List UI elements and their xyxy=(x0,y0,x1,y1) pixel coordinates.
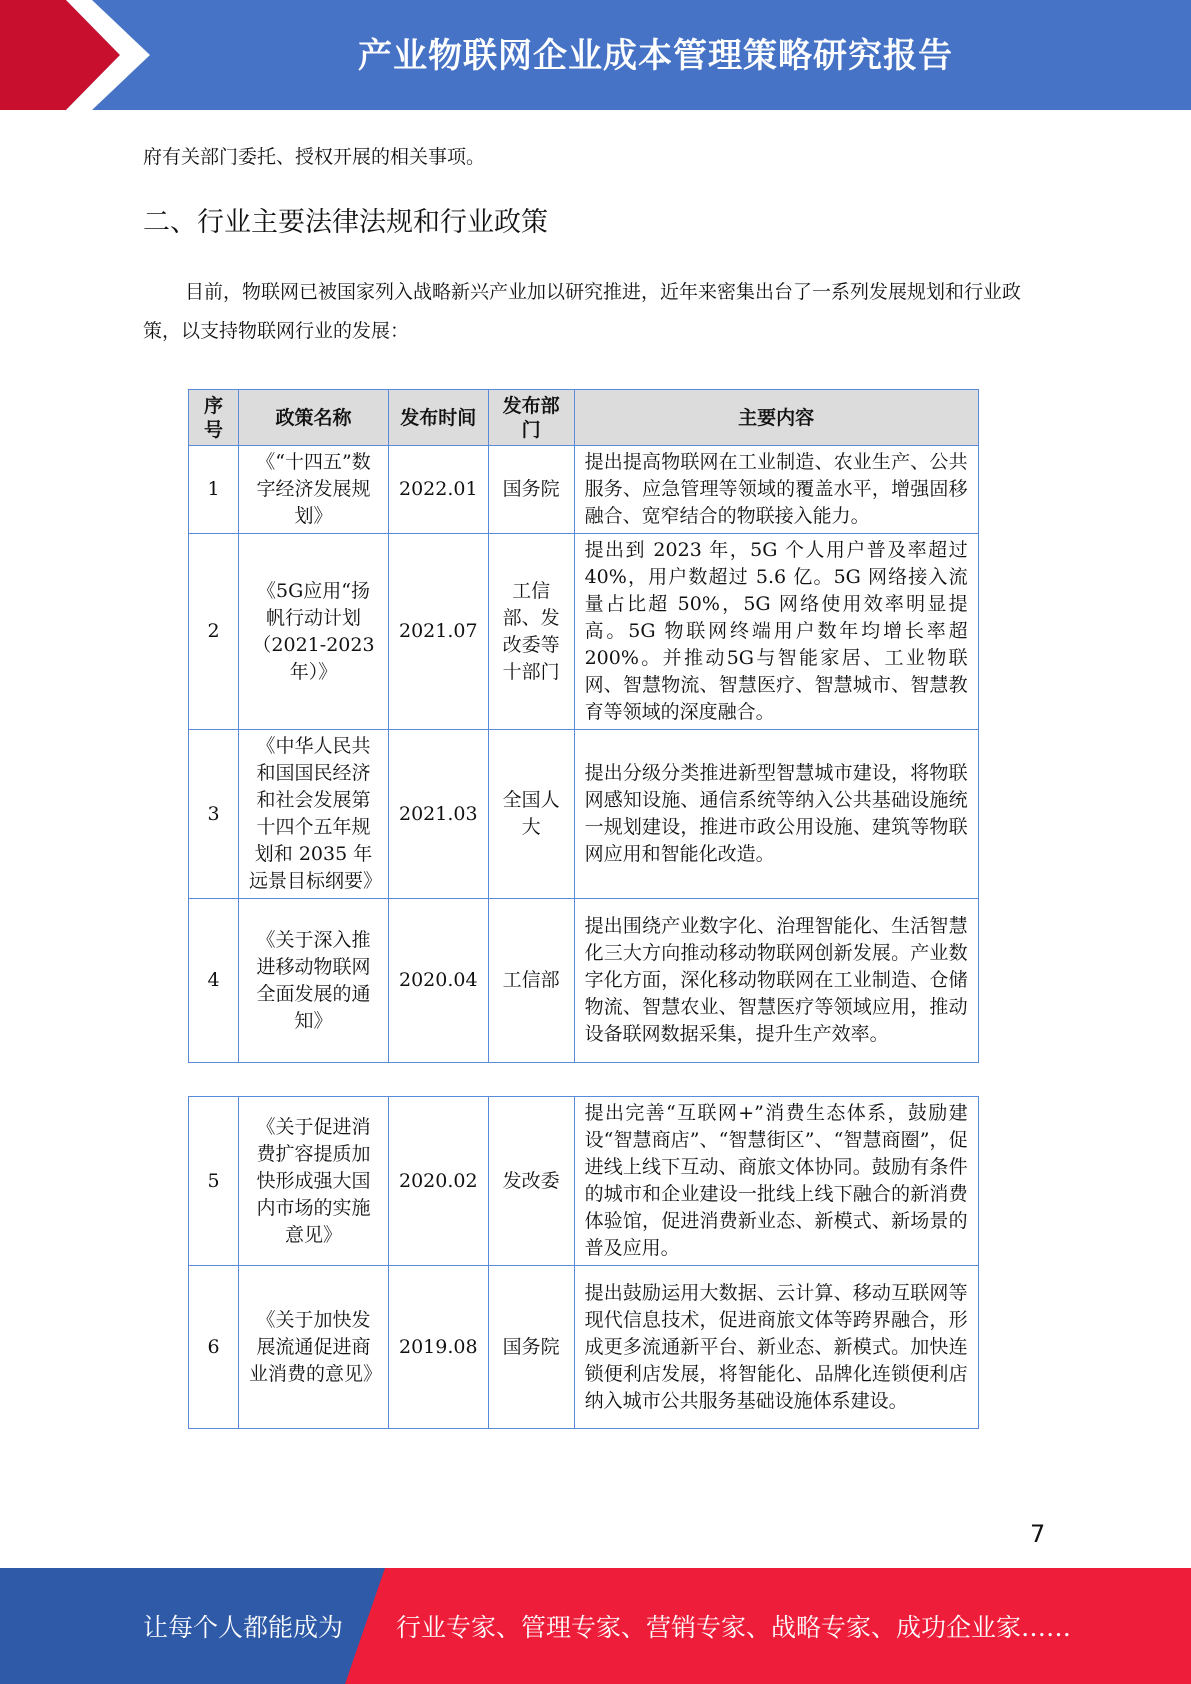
cell-dept: 工信部 xyxy=(488,899,574,1063)
table-row xyxy=(189,446,979,534)
cell-content: 提出完善“互联网+”消费生态体系，鼓励建设“智慧商店”、“智慧街区”、“智慧商圈”，促进线上线下互动、商旅文体协同。鼓励有条件的城市和企业建设一批线上线下融合的新消费体验馆，促进消费新业态、新模式、新场景的普及应用。 xyxy=(574,1097,978,1266)
cell-date: 2020.04 xyxy=(389,899,489,1063)
red-arrow-logo-shape xyxy=(0,0,180,110)
cell-name: 《关于深入推进移动物联网全面发展的通知》 xyxy=(239,899,389,1063)
cell-date: 2021.03 xyxy=(389,730,489,899)
cell-name: 《5G应用“扬帆行动计划（2021-2023年）》 xyxy=(239,534,389,730)
cell-seq: 1 xyxy=(189,446,239,534)
document-title: 产业物联网企业成本管理策略研究报告 xyxy=(358,36,953,76)
header-name: 政策名称 xyxy=(239,390,389,446)
policy-table-part-1 xyxy=(188,389,979,1063)
header-content: 主要内容 xyxy=(574,390,978,446)
cell-dept: 全国人大 xyxy=(488,730,574,899)
cell-content: 提出到 2023 年，5G 个人用户普及率超过 40%，用户数超过 5.6 亿。5G 网络接入流量占比超 50%，5G 网络使用效率明显提高。5G 物联网终端用户数年均增长率超 200%。并推动5G与智能家居、工业物联网、智慧物流、智慧医疗、智慧城市、智慧教育等领域的深度融合。 xyxy=(574,534,978,730)
intro-line: 府有关部门委托、授权开展的相关事项。 xyxy=(143,146,486,168)
table-row xyxy=(189,1097,979,1266)
footer-banner xyxy=(0,1568,1191,1684)
cell-date: 2019.08 xyxy=(389,1266,489,1429)
header-banner xyxy=(0,0,1191,110)
policy-table-part-2 xyxy=(188,1096,979,1429)
header-date: 发布时间 xyxy=(389,390,489,446)
cell-seq: 2 xyxy=(189,534,239,730)
cell-seq: 5 xyxy=(189,1097,239,1266)
cell-name: 《关于促进消费扩容提质加快形成强大国内市场的实施意见》 xyxy=(239,1097,389,1266)
table-row xyxy=(189,730,979,899)
cell-name: 《“十四五”数字经济发展规划》 xyxy=(239,446,389,534)
table-row xyxy=(189,1266,979,1429)
cell-date: 2020.02 xyxy=(389,1097,489,1266)
cell-name: 《中华人民共和国国民经济和社会发展第十四个五年规划和 2035 年远景目标纲要》 xyxy=(239,730,389,899)
header-dept: 发布部门 xyxy=(488,390,574,446)
cell-dept: 国务院 xyxy=(488,1266,574,1429)
cell-content: 提出鼓励运用大数据、云计算、移动互联网等现代信息技术，促进商旅文体等跨界融合，形成更多流通新平台、新业态、新模式。加快连锁便利店发展，将智能化、品牌化连锁便利店纳入城市公共服务基础设施体系建设。 xyxy=(574,1266,978,1429)
cell-date: 2022.01 xyxy=(389,446,489,534)
cell-content: 提出提高物联网在工业制造、农业生产、公共服务、应急管理等领域的覆盖水平，增强固移融合、宽窄结合的物联接入能力。 xyxy=(574,446,978,534)
cell-date: 2021.07 xyxy=(389,534,489,730)
cell-dept: 工信部、发改委等十部门 xyxy=(488,534,574,730)
section-heading: 二、行业主要法律法规和行业政策 xyxy=(143,207,548,238)
cell-name: 《关于加快发展流通促进商业消费的意见》 xyxy=(239,1266,389,1429)
footer-slogan-right: 行业专家、管理专家、营销专家、战略专家、成功企业家…… xyxy=(396,1613,1072,1642)
cell-seq: 3 xyxy=(189,730,239,899)
intro-paragraph: 目前，物联网已被国家列入战略新兴产业加以研究推进，近年来密集出台了一系列发展规划和行业政策，以支持物联网行业的发展： xyxy=(143,281,1022,342)
page-number: 7 xyxy=(1030,1520,1046,1548)
cell-seq: 6 xyxy=(189,1266,239,1429)
cell-content: 提出分级分类推进新型智慧城市建设，将物联网感知设施、通信系统等纳入公共基础设施统一规划建设，推进市政公用设施、建筑等物联网应用和智能化改造。 xyxy=(574,730,978,899)
cell-seq: 4 xyxy=(189,899,239,1063)
table-row xyxy=(189,534,979,730)
footer-slogan-left: 让每个人都能成为 xyxy=(143,1613,344,1642)
cell-dept: 发改委 xyxy=(488,1097,574,1266)
cell-dept: 国务院 xyxy=(488,446,574,534)
header-seq: 序号 xyxy=(189,390,239,446)
cell-content: 提出围绕产业数字化、治理智能化、生活智慧化三大方向推动移动物联网创新发展。产业数字化方面，深化移动物联网在工业制造、仓储物流、智慧农业、智慧医疗等领域应用，推动设备联网数据采集，提升生产效率。 xyxy=(574,899,978,1063)
table-row xyxy=(189,899,979,1063)
table-header-row xyxy=(189,390,979,446)
